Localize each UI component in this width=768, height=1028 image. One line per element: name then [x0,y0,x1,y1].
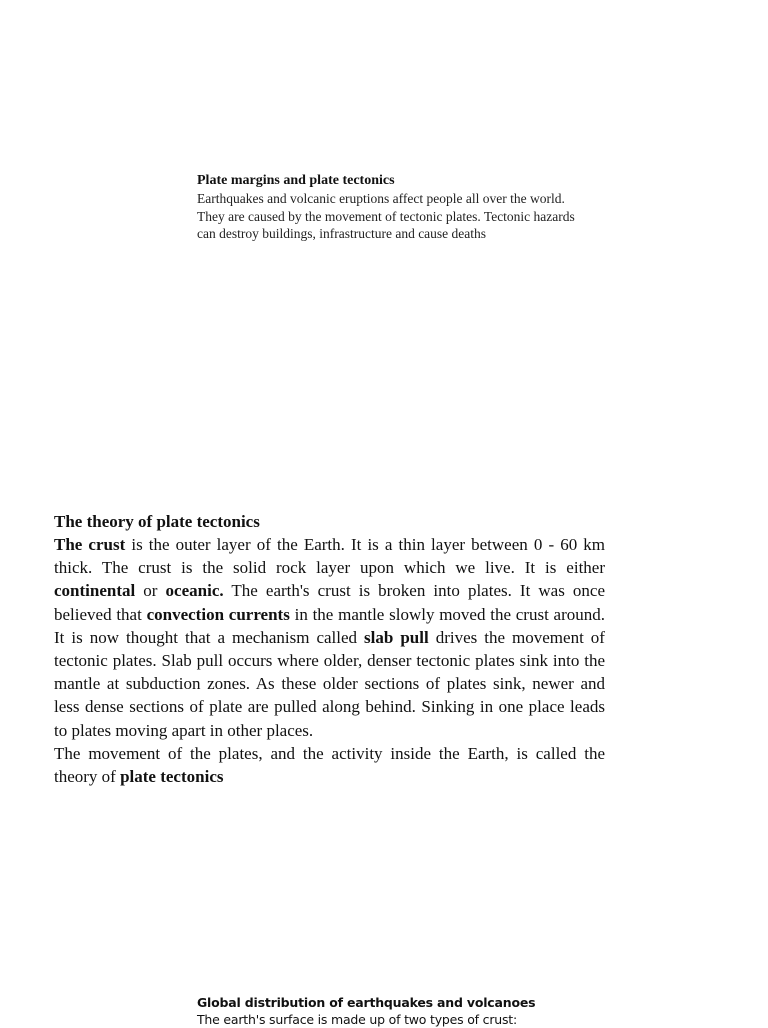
para2-text: The movement of the plates, and the activity inside the Earth, is called the theory of [54,743,605,787]
global-body: The earth's surface is made up of two types of crust: [197,1012,518,1027]
intro-title: Plate margins and plate tectonics [197,173,395,188]
intro-section [197,172,577,243]
theory-paragraph-2 [54,742,605,788]
para1-text-4: drives the movement of tectonic plates. Slab pull occurs where older, denser tectonic plates sink into the mantle at subduction zones. As these older sections of plates sink, newer and less dense sections of plate are pulled along behind. Sinking in one place leads to plates moving apart in other places. [54,627,605,740]
para1-text-or: or [135,581,166,601]
term-oceanic: oceanic. [165,581,224,601]
theory-title: The theory of plate tectonics [54,512,260,531]
term-continental: continental [54,581,136,601]
theory-section [54,510,605,788]
term-slab-pull: slab pull [364,627,429,647]
term-the-crust: The crust [54,535,126,554]
term-convection-currents: convection currents [146,604,290,624]
theory-paragraph-1 [54,533,605,742]
term-plate-tectonics: plate tectonics [120,767,224,787]
intro-body: Earthquakes and volcanic eruptions affect people all over the world. They are caused by the movement of tectonic plates. Tectonic hazards can destroy buildings, infrastructure and cause deaths [197,191,575,241]
para1-text-2: The earth's crust is broken into plates. It was once believed that [54,581,605,624]
global-section [197,994,617,1028]
global-title: Global distribution of earthquakes and volcanoes [197,995,536,1010]
para1-text-3: in the mantle slowly moved the crust around. It is now thought that a mechanism called [54,604,605,647]
para1-text-1: is the outer layer of the Earth. It is a thin layer between 0 - 60 km thick. The crust is the solid rock layer upon which we live. It is either [54,535,606,578]
